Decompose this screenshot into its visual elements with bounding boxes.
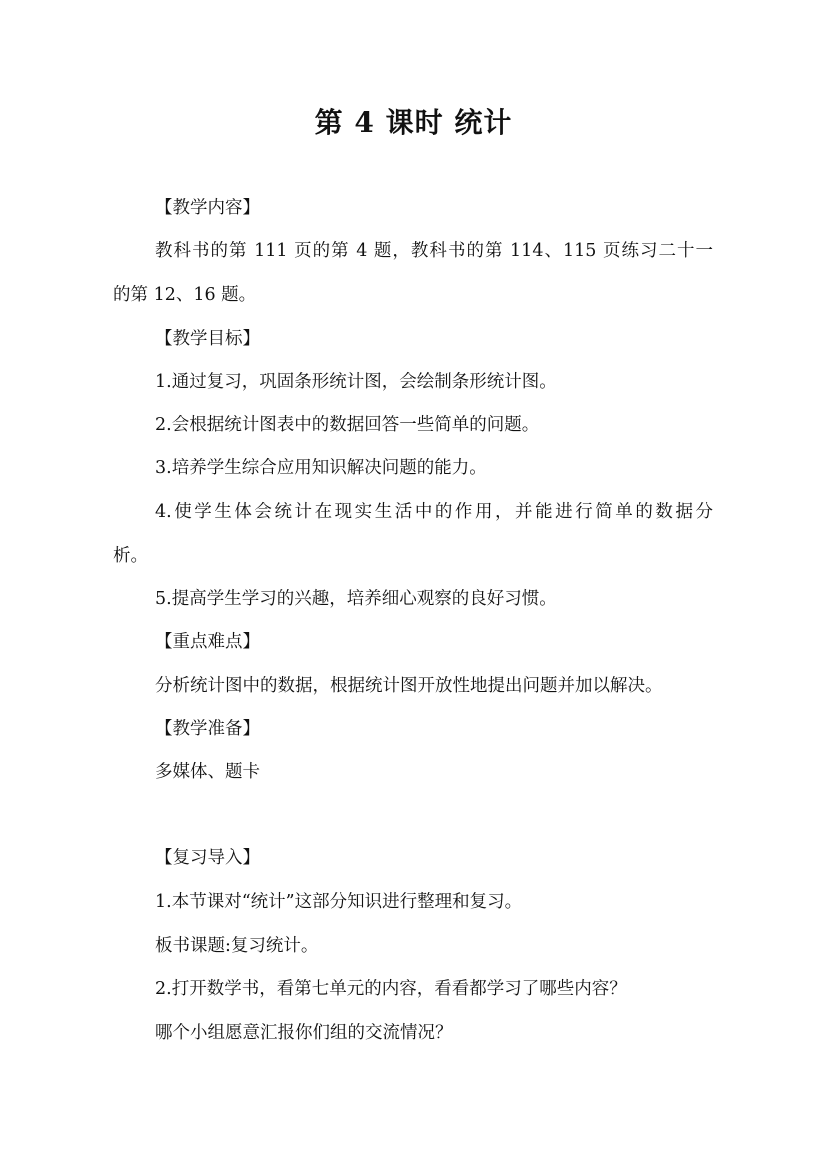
section-heading-review: 【复习导入】 bbox=[155, 848, 260, 868]
objective-2: 2.会根据统计图表中的数据回答一些简单的问题。 bbox=[155, 415, 540, 435]
objective-4-line-1: 4.使学生体会统计在现实生活中的作用，并能进行简单的数据分 bbox=[155, 502, 713, 522]
content-text-line-1: 教科书的第 111 页的第 4 题，教科书的第 114、115 页练习二十一 bbox=[155, 241, 713, 261]
content-text-line-2: 的第 12、16 题。 bbox=[113, 285, 257, 305]
review-question: 哪个小组愿意汇报你们组的交流情况？ bbox=[155, 1023, 453, 1043]
review-item-1: 1.本节课对“统计”这部分知识进行整理和复习。 bbox=[155, 892, 523, 912]
review-item-2: 2.打开数学书，看第七单元的内容，看看都学习了哪些内容？ bbox=[155, 979, 627, 999]
key-points-text: 分析统计图中的数据，根据统计图开放性地提出问题并加以解决。 bbox=[155, 676, 663, 696]
objective-3: 3.培养学生综合应用知识解决问题的能力。 bbox=[155, 458, 487, 478]
preparation-text: 多媒体、题卡 bbox=[155, 762, 260, 782]
section-heading-preparation: 【教学准备】 bbox=[155, 719, 260, 739]
review-board-title: 板书课题:复习统计。 bbox=[155, 936, 319, 956]
page-title: 第 4 课时 统计 bbox=[314, 106, 513, 139]
section-heading-key-points: 【重点难点】 bbox=[155, 632, 260, 652]
objective-1: 1.通过复习，巩固条形统计图，会绘制条形统计图。 bbox=[155, 372, 557, 392]
section-heading-objectives: 【教学目标】 bbox=[155, 329, 260, 349]
section-heading-content: 【教学内容】 bbox=[155, 198, 260, 218]
objective-5: 5.提高学生学习的兴趣，培养细心观察的良好习惯。 bbox=[155, 589, 557, 609]
objective-4-line-2: 析。 bbox=[113, 546, 148, 566]
